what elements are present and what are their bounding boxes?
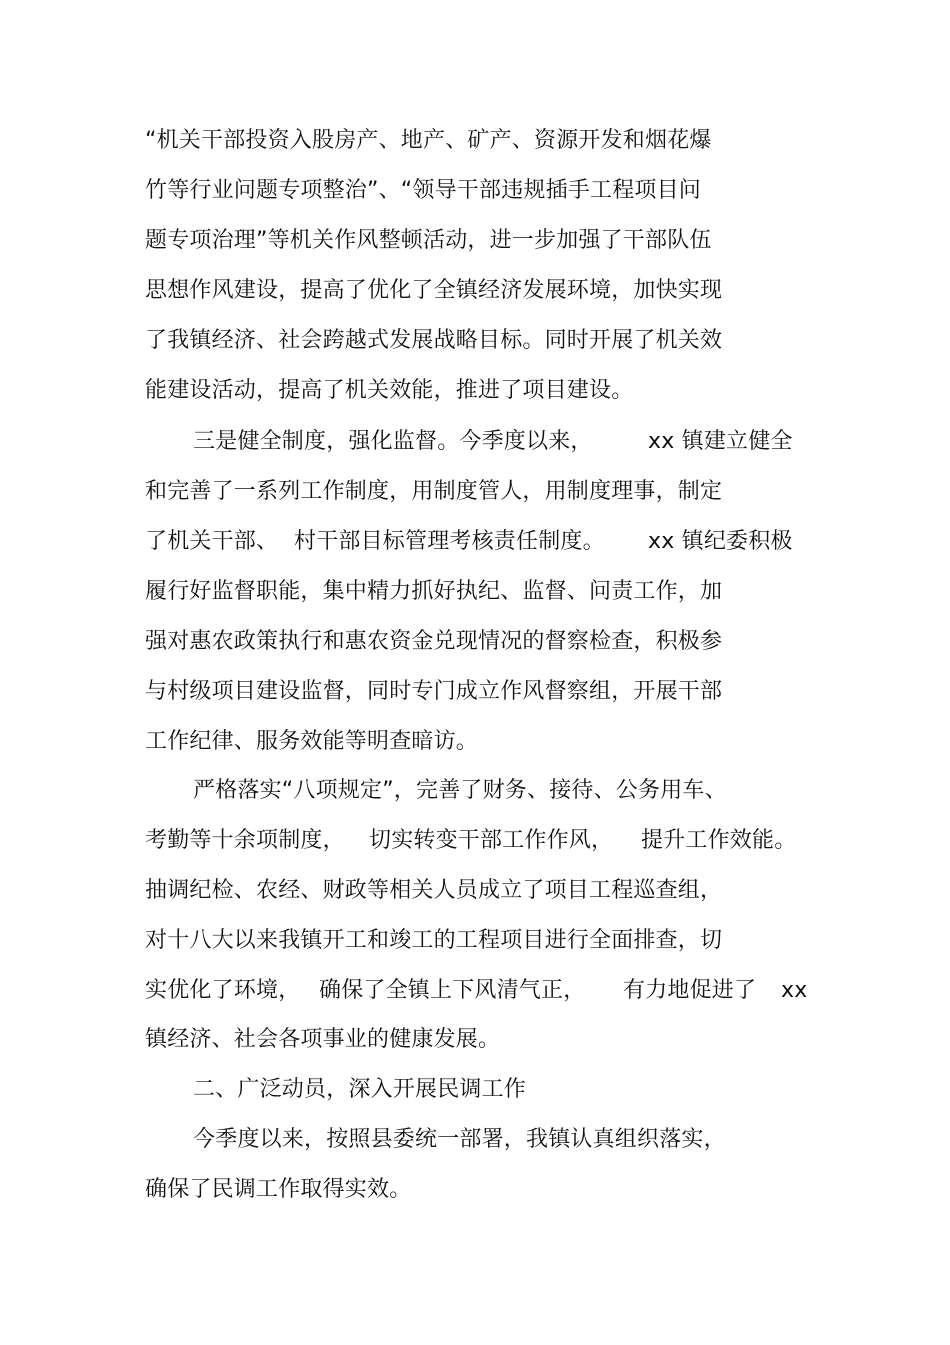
text-line: 抽调纪检、农经、财政等相关人员成立了项目工程巡查组， bbox=[145, 878, 723, 903]
text-fragment: 有力地促进了 bbox=[623, 978, 757, 1003]
text-line: 镇经济、社会各项事业的健康发展。 bbox=[145, 1027, 501, 1052]
text-fragment: xx 镇纪委积极 bbox=[648, 529, 793, 554]
text-line: 严格落实“八项规定”，完善了财务、接待、公务用车、 bbox=[193, 778, 727, 803]
text-line: “机关干部投资入股房产、地产、矿产、资源开发和烟花爆 bbox=[145, 128, 712, 153]
text-line: 与村级项目建设监督，同时专门成立作风督察组，开展干部 bbox=[145, 679, 723, 704]
text-fragment: xx bbox=[781, 978, 808, 1003]
text-line: 和完善了一系列工作制度，用制度管人，用制度理事，制定 bbox=[145, 479, 723, 504]
text-fragment: 考勤等十余项制度， bbox=[145, 828, 345, 853]
text-line: 对十八大以来我镇开工和竣工的工程项目进行全面排查，切 bbox=[145, 928, 723, 953]
text-fragment: 村干部目标管理考核责任制度。 bbox=[294, 529, 605, 554]
text-fragment: 了机关干部、 bbox=[145, 529, 279, 554]
text-line: 了我镇经济、社会跨越式发展战略目标。同时开展了机关效 bbox=[145, 328, 723, 353]
text-line: 能建设活动，提高了机关效能，推进了项目建设。 bbox=[145, 378, 634, 403]
text-fragment: 确保了全镇上下风清气正， bbox=[319, 978, 586, 1003]
text-fragment: 三是健全制度，强化监督。今季度以来， bbox=[193, 429, 593, 454]
text-fragment: 切实转变干部工作作风， bbox=[369, 828, 614, 853]
text-line: 确保了民调工作取得实效。 bbox=[145, 1177, 412, 1202]
text-fragment: xx 镇建立健全 bbox=[648, 429, 793, 454]
text-line: 履行好监督职能，集中精力抓好执纪、监督、问责工作，加 bbox=[145, 579, 723, 604]
text-line: 强对惠农政策执行和惠农资金兑现情况的督察检查，积极参 bbox=[145, 629, 723, 654]
text-line: 题专项治理”等机关作风整顿活动，进一步加强了干部队伍 bbox=[145, 228, 712, 253]
text-fragment: 实优化了环境， bbox=[145, 978, 301, 1003]
text-line: 工作纪律、服务效能等明查暗访。 bbox=[145, 729, 479, 754]
section-heading: 二、广泛动员，深入开展民调工作 bbox=[193, 1077, 527, 1102]
text-line: 竹等行业问题专项整治”、“领导干部违规插手工程项目问 bbox=[145, 178, 701, 203]
text-line: 思想作风建设，提高了优化了全镇经济发展环境，加快实现 bbox=[145, 278, 723, 303]
text-fragment: 提升工作效能。 bbox=[641, 828, 797, 853]
text-line: 今季度以来，按照县委统一部署，我镇认真组织落实， bbox=[193, 1127, 726, 1152]
